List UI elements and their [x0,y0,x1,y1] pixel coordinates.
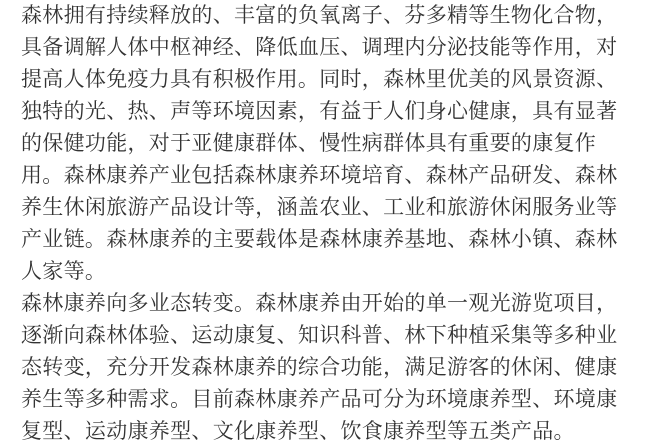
text-line: 独特的光、热、声等环境因素，有益于人们身心健康，具有显著 [21,100,618,123]
text-line: 养生等多种需求。目前森林康养产品可分为环境康养型、环境康 [21,388,618,411]
text-line: 森林拥有持续释放的、丰富的负氧离子、芬多精等生物化合物， [21,4,618,27]
text-line: 森林康养向多业态转变。森林康养由开始的单一观光游览项目， [21,292,618,315]
text-line: 提高人体免疫力具有积极作用。同时，森林里优美的风景资源、 [21,68,618,91]
text-line: 产业链。森林康养的主要载体是森林康养基地、森林小镇、森林 [21,228,618,251]
text-line: 用。森林康养产业包括森林康养环境培育、森林产品研发、森林 [21,164,618,187]
text-line: 具备调解人体中枢神经、降低血压、调理内分泌技能等作用，对 [21,36,618,59]
paragraph-multi-business-transition [21,288,652,447]
text-line: 人家等。 [21,260,107,283]
text-line: 养生休闲旅游产品设计等，涵盖农业、工业和旅游休闲服务业等 [21,196,618,219]
text-line: 的保健功能，对于亚健康群体、慢性病群体具有重要的康复作 [21,132,597,155]
paragraph-forest-benefits [21,0,652,288]
text-line: 态转变，充分开发森林康养的综合功能，满足游客的休闲、健康 [21,356,618,379]
text-line: 逐渐向森林体验、运动康复、知识科普、林下种植采集等多种业 [21,324,618,347]
text-line: 复型、运动康养型、文化康养型、饮食康养型等五类产品。 [21,420,575,443]
